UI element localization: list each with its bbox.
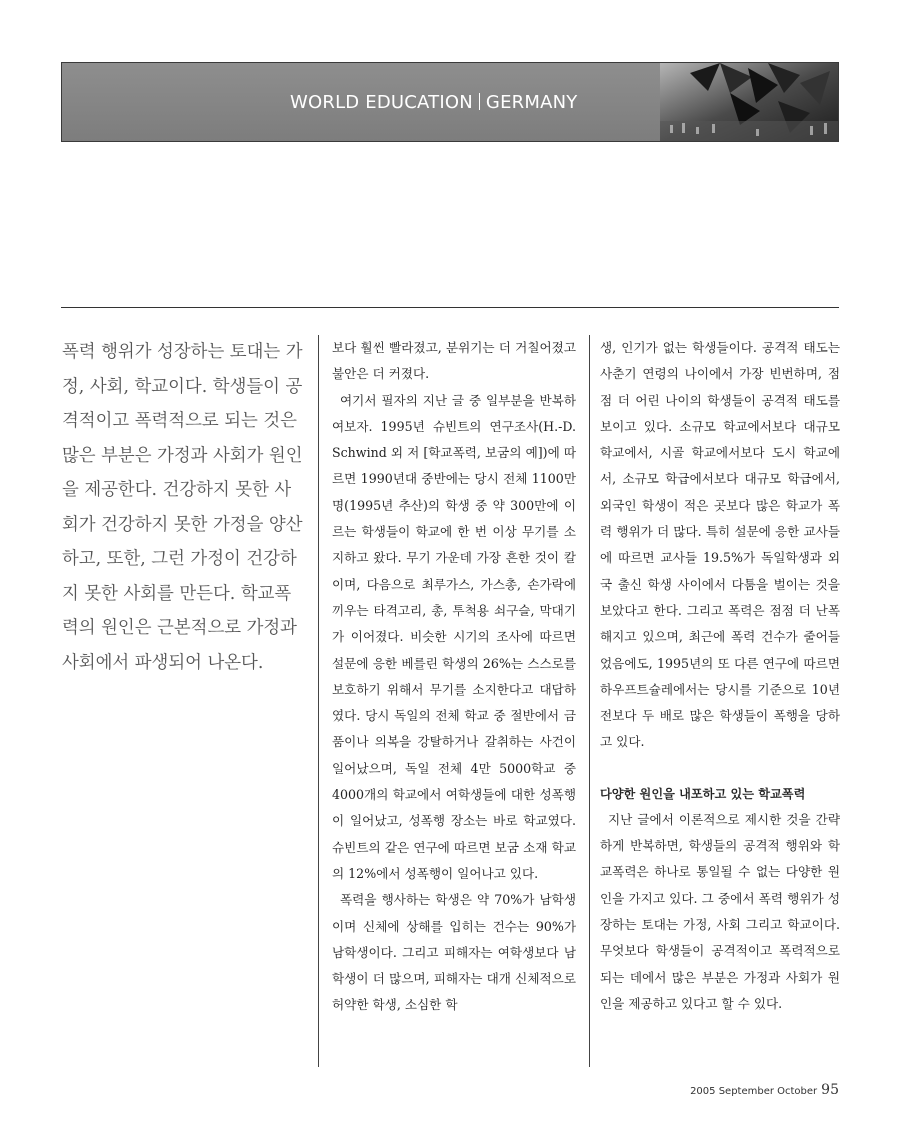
horizontal-divider (61, 307, 839, 308)
header-photo-image (660, 63, 838, 142)
body-column-3 (600, 335, 840, 1017)
page-footer (680, 1082, 839, 1098)
country-label: GERMANY (485, 92, 578, 113)
section-label: WORLD EDUCATION (290, 92, 473, 113)
section-title (290, 92, 577, 113)
body-paragraph: 보다 훨씬 빨라졌고, 분위기는 더 거칠어졌고 불안은 더 커졌다. (332, 340, 576, 382)
column-divider-right (589, 335, 590, 1067)
issue-date: 2005 September October (690, 1086, 818, 1097)
body-column-2 (332, 335, 576, 1019)
body-paragraph: 여기서 필자의 지난 글 중 일부분을 반복하여보자. 1995년 슈빈트의 연구조사(H.-D. Schwind 외 저 [학교폭력, 보굼의 예])에 따르면 1990년대 중반에는 당시 전체 1100만 명(1995년 추산)의 학생 중 약 300만에 이르는 학생들이 학교에 한 번 이상 무기를 소지하고 왔다. 무기 가운데 가장 흔한 것이 칼이며, 다음으로 최루가스, 가스총, 손가락에 끼우는 타격고리, 총, 투척용 쇠구슬, 막대기가 이어졌다. 비슷한 시기의 조사에 따르면 설문에 응한 베를린 학생의 26%는 스스로를 보호하기 위해서 무기를 소지한다고 대답하였다. 당시 독일의 전체 학교 중 절반에서 금품이나 의복을 강탈하거나 갈취하는 사건이 일어났으며, 독일 전체 4만 5000학교 중 4000개의 학교에서 여학생들에 대한 성폭행이 일어났고, 성폭행 장소는 바로 학교였다. 슈빈트의 같은 연구에 따르면 보굼 소재 학교의 12%에서 성폭행이 일어나고 있다. (332, 392, 576, 881)
section-header-banner (61, 62, 839, 142)
column-divider-left (318, 335, 319, 1067)
body-paragraph: 폭력을 행사하는 학생은 약 70%가 남학생이며 신체에 상해를 입히는 건수는 90%가 남학생이다. 그리고 피해자는 여학생보다 남학생이 더 많으며, 피해자는 대개 신체적으로 허약한 학생, 소심한 학 (332, 892, 576, 1013)
pinwheel-photo-illustration (660, 63, 838, 142)
title-separator (479, 93, 480, 110)
body-paragraph: 지난 글에서 이론적으로 제시한 것을 간략하게 반복하면, 학생들의 공격적 행위와 학교폭력은 하나로 통일될 수 없는 다양한 원인을 가지고 있다. 그 중에서 폭력 행위가 성장하는 토대는 가정, 사회 그리고 학교이다. 무엇보다 학생들이 공격적이고 폭력적으로 되는 데에서 많은 부분은 가정과 사회가 원인을 제공하고 있다고 할 수 있다. (600, 811, 840, 1011)
section-subheading: 다양한 원인을 내포하고 있는 학교폭력 (600, 786, 806, 801)
page-number: 95 (821, 1082, 839, 1098)
body-paragraph: 생, 인기가 없는 학생들이다. 공격적 태도는 사춘기 연령의 나이에서 가장 빈번하며, 점점 더 어린 나이의 학생들이 공격적 태도를 보이고 있다. 소규모 학교에서보다 대규모 학교에서, 시골 학교에서보다 도시 학교에서, 소규모 학급에서보다 대규모 학급에서, 외국인 학생이 적은 곳보다 많은 학교가 폭력 행위가 더 많다. 특히 설문에 응한 교사들에 따르면 교사들 19.5%가 독일학생과 외국 출신 학생 사이에서 다툼을 벌이는 것을 보았다고 한다. 그리고 폭력은 점점 더 난폭해지고 있으며, 최근에 폭력 건수가 줄어들었음에도, 1995년의 또 다른 연구에 따르면 하우프트슐레에서는 당시를 기준으로 10년 전보다 두 배로 많은 학생들이 폭행을 당하고 있다. (600, 340, 840, 750)
lead-paragraph: 폭력 행위가 성장하는 토대는 가정, 사회, 학교이다. 학생들이 공격적이고 폭력적으로 되는 것은 많은 부분은 가정과 사회가 원인을 제공한다. 건강하지 못한 사회가 건강하지 못한 가정을 양산하고, 또한, 그런 가정이 건강하지 못한 사회를 만든다. 학교폭력의 원인은 근본적으로 가정과 사회에서 파생되어 나온다. (62, 342, 303, 673)
